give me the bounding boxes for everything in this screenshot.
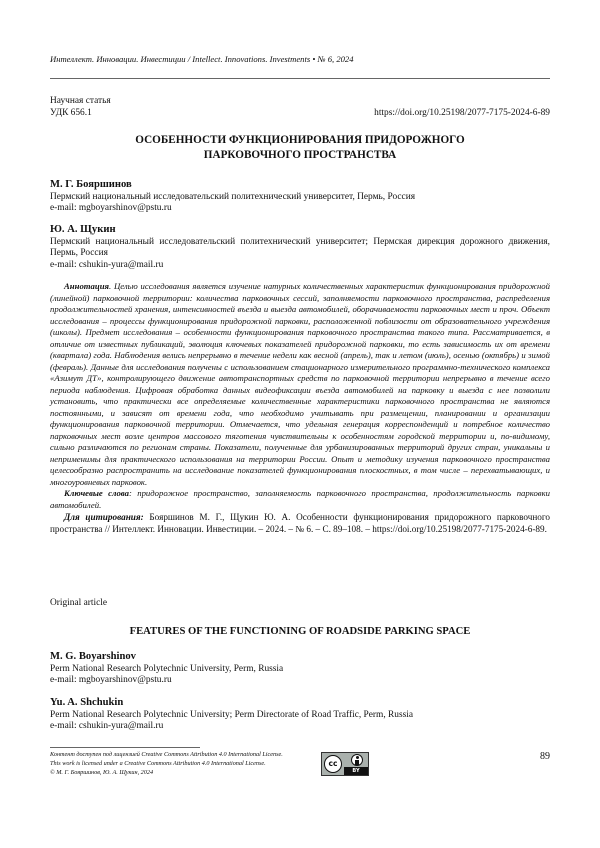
author-ru-1 (50, 179, 550, 215)
author-en-1 (50, 651, 550, 687)
abstract-paragraph (50, 281, 550, 488)
article-type-en: Original article (50, 598, 108, 608)
article-type: Научная статья (50, 96, 111, 106)
keywords-label: Ключевые слова (64, 488, 129, 498)
author-ru-2 (50, 224, 550, 271)
article-title-en: FEATURES OF THE FUNCTIONING OF ROADSIDE PARKING SPACE (129, 626, 471, 637)
license-en: This work is licensed under a Creative Commons Attribution 4.0 International License. (50, 759, 266, 767)
copyright: © М. Г. Бояршинов, Ю. А. Щукин, 2024 (50, 768, 154, 776)
by-label: BY (352, 768, 360, 774)
abstract-text: . Целью исследования является изучение натурных количественных характеристик функционирования придорожной (линейной) парковочной территории: количества парковочных сессий, заполняемости парковочного пространства, распределения продолжительностей хранения, интенсивностей въезда и выезда автомобилей, оборачиваемости парковочных мест и проч. Объект исследования – процессы функционирования придорожной парковки, расположенной поблизости от образовательного учреждения (школы). Предмет исследования – особенности функционирования парковочного пространства такого типа. Рассматривается, в отличие от известных публикаций, эволюция ключевых показателей придорожной парковки, то есть зависимость их от времени (квартала) года. Наблюдения велись непрерывно в течение недели как весной (апрель), так и летом (июль), осенью (октябрь) и зимой (февраль). Данные для исследования получены с использованием стационарного измерительного программно-технического комплекса «Азимут ДТ», контролирующего движение автотранспортных средств по парковочной территории непрерывно в течение всего периода наблюдения. Цифровая обработка данных видеофиксации въезда автомобилей на парковку и выезда с нее позволили установить, что практически все определяемые количественные характеристики парковочного пространства не являются постоянными, и зависят от времени года, что необходимо учитывать при размещении, планировании и организации функционирования парковочной территории. Отмечается, что удельная генерация корреспонденций и потребное количество парковочных мест возле центров массового тяготения чувствительны к особенностям городской территории и, по-видимому, сильно различаются по регионам страны. Показатели, полученные для урбанизированных территорий других стран, уникальны и неприменимы для практического использования на территории России. Опыт и методику изучения парковочного пространства целесообразно распространить на исследование показателей функционирования плоскостных, в том числе – перехватывающих, и многоуровневых парковок. (50, 281, 550, 487)
udc-code: УДК 656.1 (50, 108, 92, 118)
license-ru: Контент доступен под лицензией Creative Commons Attribution 4.0 International License. (50, 751, 283, 758)
article-title-ru (50, 133, 550, 163)
author-email[interactable]: e-mail: cshukin-yura@mail.ru (50, 721, 164, 731)
abstract-block (50, 281, 550, 535)
cc-by-license-icon[interactable] (321, 752, 369, 776)
attribution-person-icon (351, 754, 363, 766)
author-affiliation: Perm National Research Polytechnic University, Perm, Russia (50, 663, 284, 674)
author-email[interactable]: e-mail: cshukin-yura@mail.ru (50, 259, 164, 270)
title-ru-line-2: ПАРКОВОЧНОГО ПРОСТРАНСТВА (203, 149, 397, 161)
udc-doi-line (50, 108, 550, 118)
author-name: Ю. А. Щукин (50, 224, 116, 235)
cc-icon: cc (324, 755, 342, 773)
author-email[interactable]: e-mail: mgboyarshinov@pstu.ru (50, 675, 172, 685)
header-divider (50, 78, 550, 79)
author-name: Yu. A. Shchukin (50, 697, 124, 708)
author-name: М. Г. Бояршинов (50, 179, 132, 190)
page-number: 89 (540, 751, 550, 762)
footer-license-notes (50, 751, 310, 777)
author-affiliation: Perm National Research Polytechnic University; Perm Directorate of Road Traffic, Perm, Russia (50, 709, 414, 720)
citation-paragraph (50, 511, 550, 535)
author-affiliation: Пермский национальный исследовательский политехнический университет; Пермская дирекция дорожного движения, Пермь, Россия (50, 236, 550, 258)
citation-label: Для цитирования: (64, 512, 144, 522)
author-email[interactable]: e-mail: mgboyarshinov@pstu.ru (50, 203, 172, 213)
author-en-2 (50, 697, 550, 733)
journal-header: Интеллект. Инновации. Инвестиции / Intellect. Innovations. Investments • № 6, 2024 (50, 54, 354, 64)
doi-link[interactable]: https://doi.org/10.25198/2077-7175-2024-6-89 (374, 108, 550, 118)
keywords-paragraph (50, 488, 550, 511)
footer-divider (50, 747, 200, 748)
keywords-text: : придорожное пространство, заполняемость парковочного пространства, продолжительность парковки автомобилей. (50, 488, 550, 510)
author-affiliation: Пермский национальный исследовательский политехнический университет, Пермь, Россия (50, 191, 416, 202)
citation-text: Бояршинов М. Г., Щукин Ю. А. Особенности функционирования придорожного парковочного пространства // Интеллект. Инновации. Инвестиции. – 2024. – № 6. – С. 89–108. – https://doi.org/10.25198/2077-7175-2024-6-89. (50, 512, 550, 534)
title-ru-line-1: ОСОБЕННОСТИ ФУНКЦИОНИРОВАНИЯ ПРИДОРОЖНОГО (135, 134, 465, 146)
abstract-label: Аннотация (64, 281, 110, 291)
author-name: M. G. Boyarshinov (50, 651, 136, 662)
